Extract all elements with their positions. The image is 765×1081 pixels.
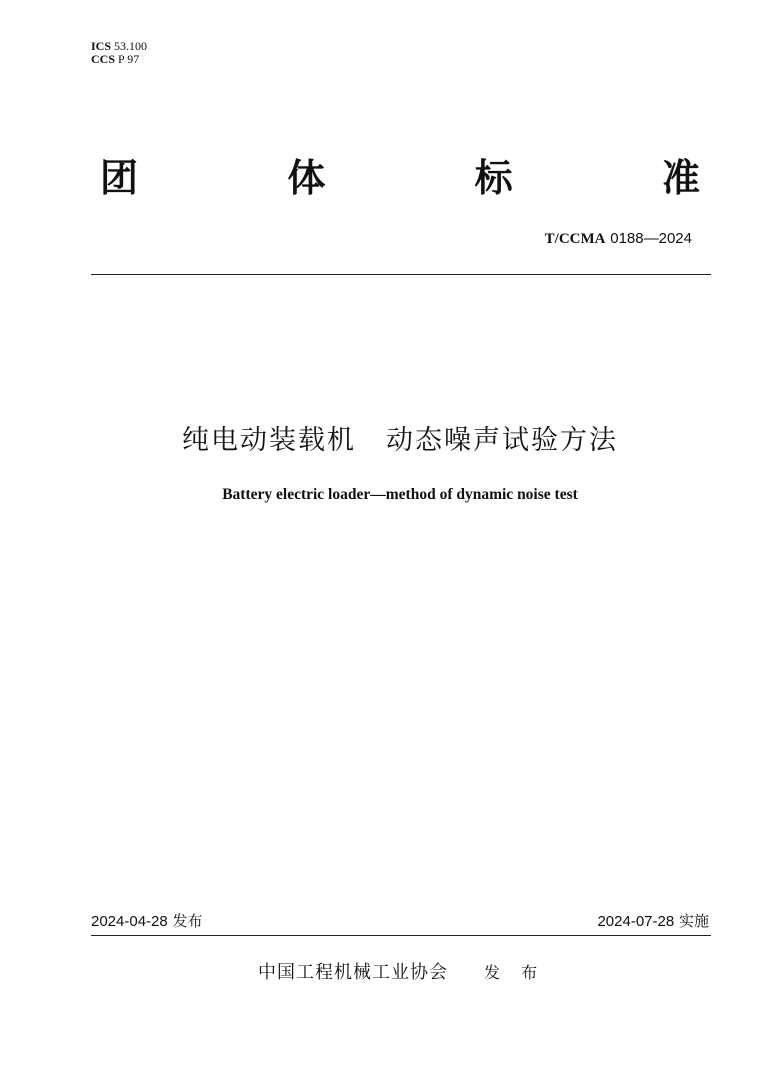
publisher-organization: 中国工程机械工业协会	[258, 962, 448, 983]
publisher-label: 发 布	[484, 963, 546, 982]
document-type-heading	[100, 152, 700, 204]
ics-value: 53.100	[114, 39, 148, 53]
implementation-date-value: 2024-07-28	[597, 913, 675, 930]
ccs-value: P 97	[118, 52, 140, 66]
ics-label: ICS	[91, 39, 112, 53]
bottom-divider	[91, 935, 711, 936]
heading-char: 准	[661, 156, 700, 200]
standard-number	[545, 229, 692, 248]
title-chinese-part1: 纯电动装载机	[182, 425, 356, 456]
implementation-date	[597, 910, 709, 931]
classification-codes	[91, 40, 147, 66]
implementation-date-label: 实施	[678, 912, 709, 930]
standard-number-value: 0188—2024	[610, 230, 692, 247]
top-divider	[91, 274, 711, 275]
issue-date-value: 2024-04-28	[91, 913, 168, 930]
publisher	[258, 958, 545, 984]
title-english: Battery electric loader—method of dynamic noise test	[222, 486, 578, 503]
title-chinese-part2: 动态噪声试验方法	[386, 425, 618, 456]
heading-char: 体	[287, 156, 326, 200]
issue-date-label: 发布	[172, 912, 203, 930]
title-chinese	[0, 418, 765, 457]
ccs-code	[91, 53, 147, 66]
heading-char: 团	[100, 156, 139, 200]
standard-number-prefix: T/CCMA	[544, 231, 606, 247]
issue-date	[91, 910, 203, 931]
ccs-label: CCS	[91, 52, 116, 66]
heading-char: 标	[474, 156, 513, 200]
